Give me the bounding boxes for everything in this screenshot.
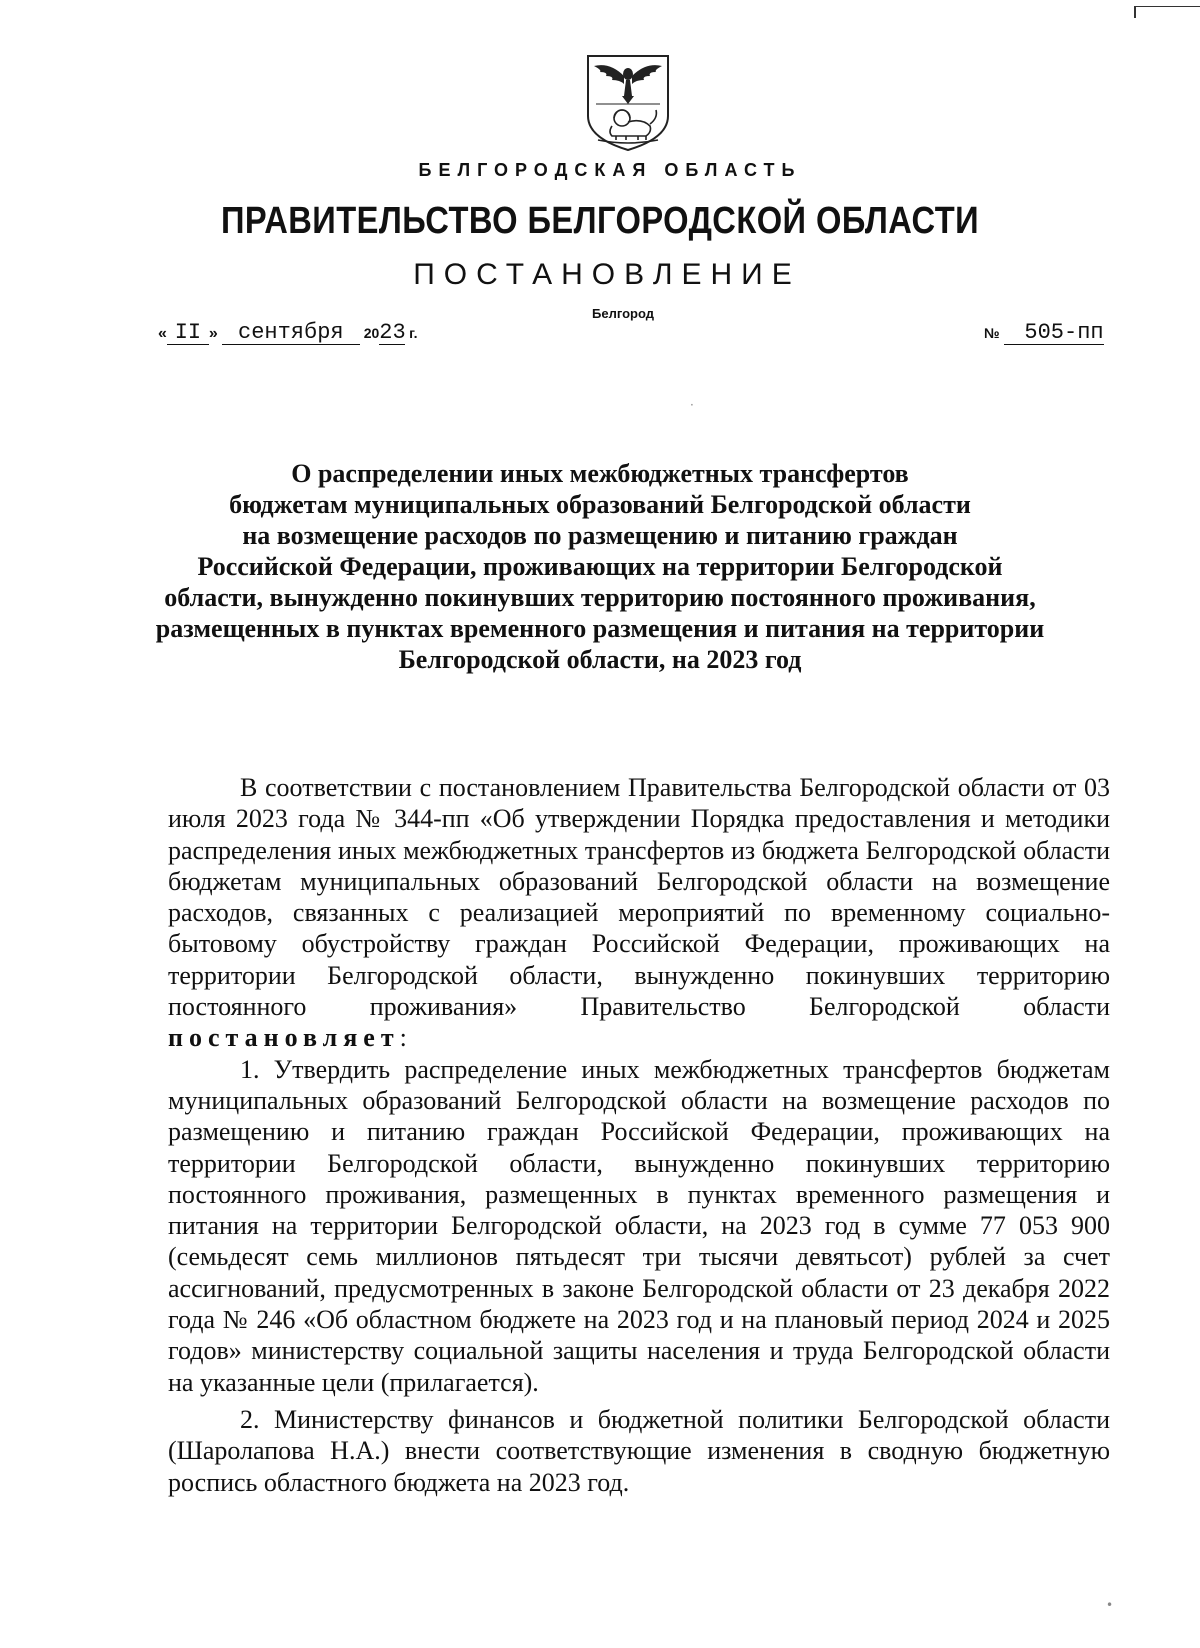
document-type: ПОСТАНОВЛЕНИЕ: [413, 258, 801, 291]
document-body: [168, 772, 1110, 1498]
document-number: [984, 322, 1104, 345]
scan-speck: •: [1106, 1598, 1114, 1612]
title-line: размещенных в пунктах временного размещения и питания на территории: [155, 614, 1045, 643]
date-open-quote: «: [158, 325, 167, 342]
scan-corner-mark: [1134, 6, 1200, 8]
date-year-prefix: 20: [363, 325, 380, 341]
title-line: Российской Федерации, проживающих на территории Белгородской: [197, 552, 1003, 581]
document-date: [158, 322, 418, 345]
city-name: Белгород: [592, 306, 654, 321]
title-line: бюджетам муниципальных образований Белгородской области: [229, 490, 971, 519]
item-1-paragraph: 1. Утвердить распределение иных межбюджетных трансфертов бюджетам муниципальных образований Белгородской области на возмещение расходов по размещению и питанию граждан Российской Федерации, проживающих на территории Белгородской области, вынужденно покинувших территорию постоянного проживания, размещенных в пунктах временного размещения и питания на территории Белгородской области, на 2023 год в сумме 77 053 900 (семьдесят семь миллионов пятьдесят три тысячи девятьсот) рублей за счет ассигнований, предусмотренных в законе Белгородской области от 23 декабря 2022 года № 246 «Об областном бюджете на 2023 год и на плановый период 2024 и 2025 годов» министерству социальной защиты населения и труда Белгородской области на указанные цели (прилагается).: [168, 1054, 1110, 1397]
date-day: II: [167, 322, 209, 345]
government-title: ПРАВИТЕЛЬСТВО БЕЛГОРОДСКОЙ ОБЛАСТИ: [220, 200, 980, 242]
title-line: на возмещение расходов по размещению и питанию граждан: [242, 521, 958, 550]
title-line: Белгородской области, на 2023 год: [398, 645, 802, 674]
date-year-suffix: 23: [379, 320, 406, 345]
document-title: [150, 458, 1050, 675]
preamble-text: В соответствии с постановлением Правительства Белгородской области от 03 июля 2023 года № 344-пп «Об утверждении Порядка предоставления и методики распределения иных межбюджетных трансфертов из бюджета Белгородской области бюджетам муниципальных образований Белгородской области на возмещение расходов, связанных с реализацией мероприятий по временному социально-бытовому обустройству граждан Российской Федерации, проживающих на территории Белгородской области, вынужденно покинувших территорию постоянного проживания» Правительство Белгородской области: [168, 773, 1110, 1022]
item-2-paragraph: 2. Министерству финансов и бюджетной политики Белгородской области (Шаролапова Н.А.) внести соответствующие изменения в сводную бюджетную роспись областного бюджета на 2023 год.: [168, 1404, 1110, 1497]
decree-colon: :: [399, 1023, 407, 1053]
date-close-quote: »: [208, 325, 218, 342]
coat-of-arms-icon: [582, 52, 674, 152]
title-line: области, вынужденно покинувших территорию постоянного проживания,: [164, 583, 1036, 612]
region-name: БЕЛГОРОДСКАЯ ОБЛАСТЬ: [418, 160, 802, 180]
date-year-abbr: г.: [409, 325, 418, 341]
preamble-paragraph: [168, 772, 1110, 1054]
number-label: №: [984, 325, 1000, 341]
decree-word: постановляет: [168, 1023, 400, 1053]
scan-speck: ·: [690, 398, 694, 412]
number-value: 505-пп: [1004, 322, 1104, 345]
date-month: сентября: [222, 322, 360, 345]
title-line: О распределении иных межбюджетных трансфертов: [291, 459, 909, 488]
